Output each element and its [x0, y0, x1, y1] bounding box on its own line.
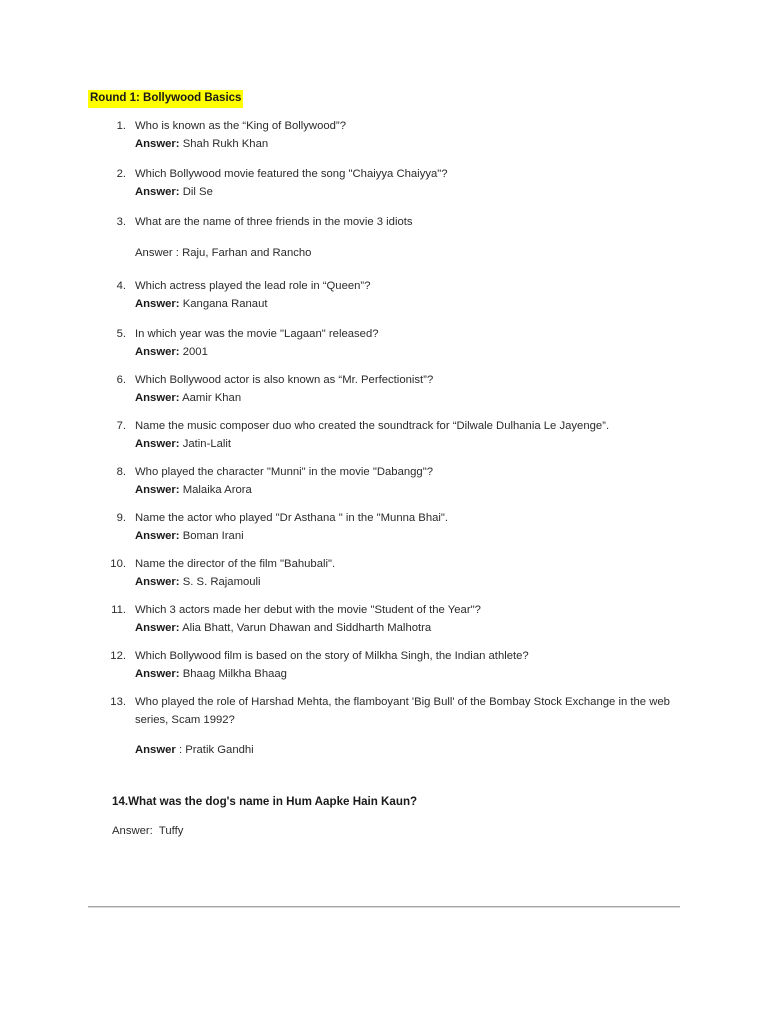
question-number: 6. [116, 374, 126, 386]
answer-text: Bhaag Milkha Bhaag [179, 667, 287, 680]
question-text: Which Bollywood actor is also known as “Mr. Perfectionist”? [135, 374, 434, 386]
list-item [88, 648, 688, 683]
question-14-answer: Answer: Tuffy [112, 825, 184, 837]
question-text: Which actress played the lead role in “Queen”? [135, 280, 371, 292]
question-body [135, 602, 688, 637]
answer-label: Answer: [135, 437, 180, 450]
answer-line [135, 136, 688, 154]
question-number: 3. [116, 216, 126, 228]
answer-line [135, 666, 688, 684]
list-item [88, 372, 688, 407]
answer-text: Alia Bhatt, Varun Dhawan and Siddharth Malhotra [179, 621, 432, 634]
question-body [135, 166, 688, 201]
question-body [135, 464, 688, 499]
answer-text: Kangana Ranaut [179, 297, 268, 310]
question-number: 5. [116, 328, 126, 340]
answer-text: : Pratik Gandhi [175, 744, 254, 756]
answer-line [135, 574, 688, 592]
answer-line [135, 245, 688, 263]
answer-text: Aamir Khan [179, 391, 242, 404]
question-number: 2. [116, 168, 126, 180]
answer-line [135, 620, 688, 638]
list-item [88, 278, 688, 313]
question-body [135, 694, 688, 760]
question-text: Who is known as the “King of Bollywood”? [135, 120, 346, 132]
question-body [135, 214, 688, 262]
answer-text: Malaika Arora [179, 483, 252, 496]
answer-label: Answer: [135, 297, 180, 310]
question-body [135, 278, 688, 313]
answer-text: Shah Rukh Khan [179, 137, 269, 150]
question-text: Name the director of the film "Bahubali". [135, 558, 336, 570]
answer-text: Dil Se [179, 185, 213, 198]
question-list [88, 118, 688, 773]
list-item [88, 510, 688, 545]
question-text: Which Bollywood movie featured the song "Chaiyya Chaiyya"? [135, 168, 448, 180]
question-text: In which year was the movie "Lagaan" released? [135, 328, 379, 340]
answer-label: Answer: [135, 185, 180, 198]
horizontal-divider [88, 906, 680, 908]
list-item [88, 166, 688, 201]
answer-label: Answer: [135, 667, 180, 680]
answer-text: Raju, Farhan and Rancho [178, 246, 312, 259]
round-heading: Round 1: Bollywood Basics [88, 90, 243, 108]
question-number: 12. [110, 650, 126, 662]
answer-line [135, 344, 688, 362]
question-number: 4. [116, 280, 126, 292]
answer-label: Answer: [135, 575, 180, 588]
answer-label: Answer: [135, 345, 180, 358]
question-body [135, 556, 688, 591]
answer-text: 2001 [179, 345, 208, 358]
question-text: Name the actor who played "Dr Asthana " in the "Munna Bhai". [135, 512, 449, 524]
question-body [135, 510, 688, 545]
question-number: 11. [111, 604, 126, 616]
question-text: Who played the role of Harshad Mehta, the flamboyant 'Big Bull' of the Bombay Stock Exchange in the web series, Scam 1992? [135, 696, 670, 726]
list-item [88, 326, 688, 361]
answer-text: Jatin-Lalit [179, 437, 232, 450]
answer-line [135, 390, 688, 408]
answer-line [135, 528, 688, 546]
list-item [88, 602, 688, 637]
answer-label: Answer: [135, 483, 180, 496]
answer-label: Answer : [135, 246, 179, 259]
question-number: 9. [116, 512, 126, 524]
list-item [88, 464, 688, 499]
answer-line [135, 184, 688, 202]
answer-text: Boman Irani [179, 529, 244, 542]
list-item [88, 556, 688, 591]
question-body [135, 118, 688, 153]
question-text: What are the name of three friends in the movie 3 idiots [135, 216, 413, 228]
answer-text: S. S. Rajamouli [179, 575, 261, 588]
question-text: Name the music composer duo who created the soundtrack for “Dilwale Dulhania Le Jayenge”. [135, 420, 610, 432]
question-body [135, 326, 688, 361]
question-number: 10. [110, 558, 126, 570]
list-item [88, 418, 688, 453]
answer-label: Answer: [135, 391, 180, 404]
question-number: 7. [116, 420, 126, 432]
question-body [135, 372, 688, 407]
question-text: Which Bollywood film is based on the story of Milkha Singh, the Indian athlete? [135, 650, 529, 662]
question-number: 13. [110, 696, 126, 708]
question-text: Which 3 actors made her debut with the movie "Student of the Year"? [135, 604, 481, 616]
answer-line [135, 742, 688, 760]
answer-label: Answer [135, 744, 176, 756]
question-body [135, 418, 688, 453]
list-item [88, 118, 688, 153]
list-item [88, 214, 688, 262]
answer-line [135, 482, 688, 500]
answer-label: Answer: [135, 529, 180, 542]
answer-label: Answer: [135, 137, 180, 150]
question-text: Who played the character "Munni" in the movie "Dabangg"? [135, 466, 433, 478]
answer-line [135, 436, 688, 454]
question-body [135, 648, 688, 683]
answer-label: Answer: [135, 621, 180, 634]
question-14-text: 14.What was the dog's name in Hum Aapke Hain Kaun? [112, 795, 418, 808]
question-number: 8. [116, 466, 126, 478]
question-number: 1. [116, 120, 126, 132]
answer-line [135, 296, 688, 314]
list-item [88, 694, 688, 760]
